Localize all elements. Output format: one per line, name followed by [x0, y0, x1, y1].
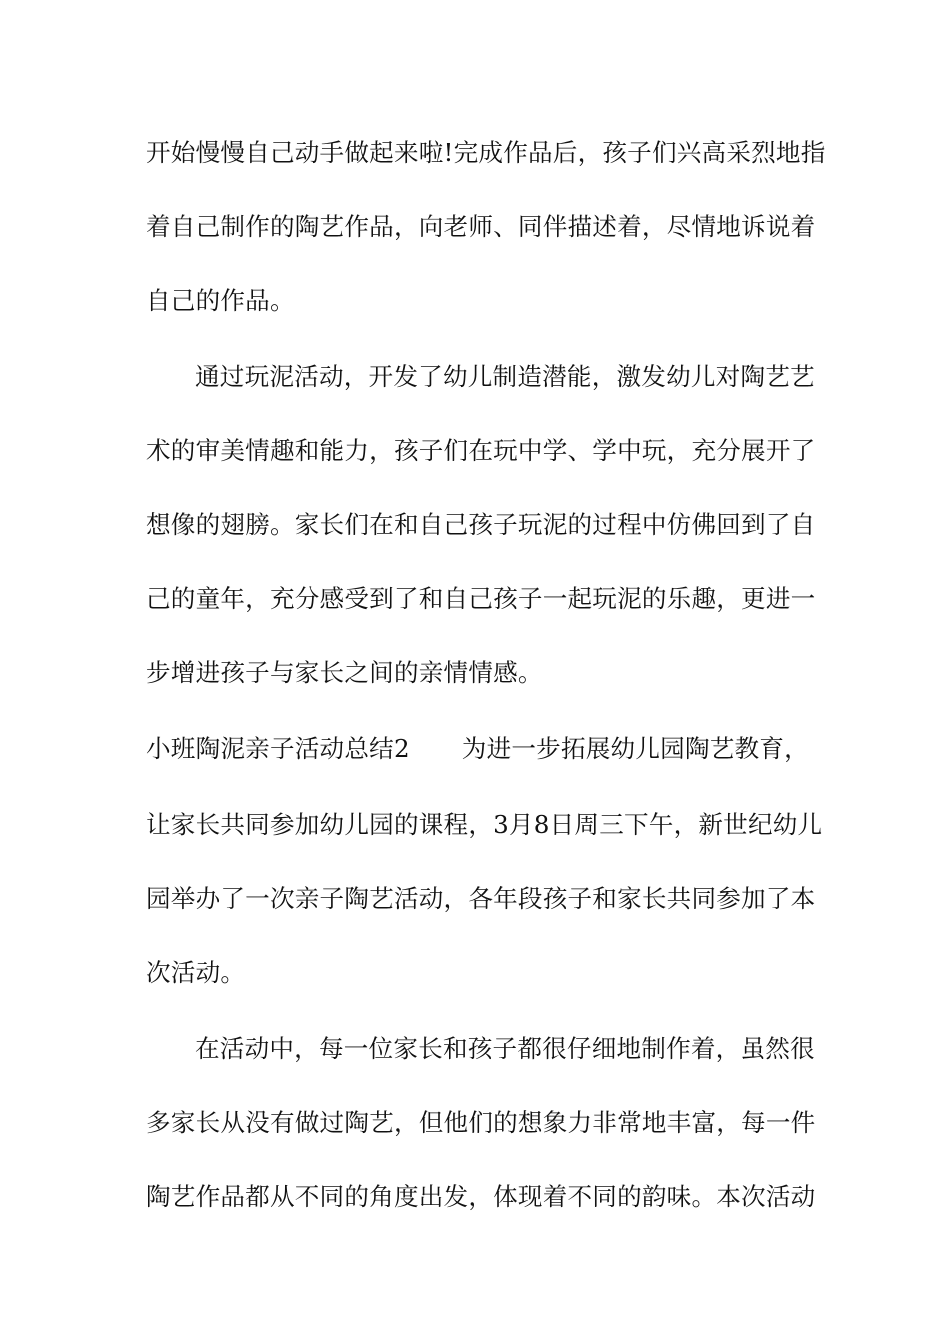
- body-text-line: 想像的翅膀。家长们在和自己孩子玩泥的过程中仿佛回到了自: [146, 510, 816, 539]
- body-text-line: 步增进孩子与家长之间的亲情情感。: [146, 658, 543, 687]
- body-text-line: 陶艺作品都从不同的角度出发，体现着不同的韵味。本次活动: [146, 1182, 816, 1211]
- body-text-line: 为进一步拓展幼儿园陶艺教育，: [461, 734, 809, 763]
- body-text-line: 术的审美情趣和能力，孩子们在玩中学、学中玩，充分展开了: [146, 436, 816, 465]
- section-title: 小班陶泥亲子活动总结2: [146, 734, 410, 763]
- body-text-line: 自己的作品。: [146, 286, 295, 315]
- body-text-line: 次活动。: [146, 958, 246, 987]
- body-text-line: 让家长共同参加幼儿园的课程，3月8日周三下午，新世纪幼儿: [146, 810, 823, 839]
- body-text-line: 园举办了一次亲子陶艺活动，各年段孩子和家长共同参加了本: [146, 884, 816, 913]
- body-text-line: 己的童年，充分感受到了和自己孩子一起玩泥的乐趣，更进一: [146, 584, 816, 613]
- section-heading-line: [146, 732, 826, 766]
- body-text-line: 多家长从没有做过陶艺，但他们的想象力非常地丰富，每一件: [146, 1108, 816, 1137]
- paragraph-first-line: 通过玩泥活动，开发了幼儿制造潜能，激发幼儿对陶艺艺: [195, 362, 815, 391]
- body-text-line: 着自己制作的陶艺作品，向老师、同伴描述着，尽情地诉说着: [146, 212, 816, 241]
- paragraph-first-line: 在活动中，每一位家长和孩子都很仔细地制作着，虽然很: [195, 1034, 815, 1063]
- body-text-line: 开始慢慢自己动手做起来啦!完成作品后，孩子们兴高采烈地指: [146, 138, 826, 167]
